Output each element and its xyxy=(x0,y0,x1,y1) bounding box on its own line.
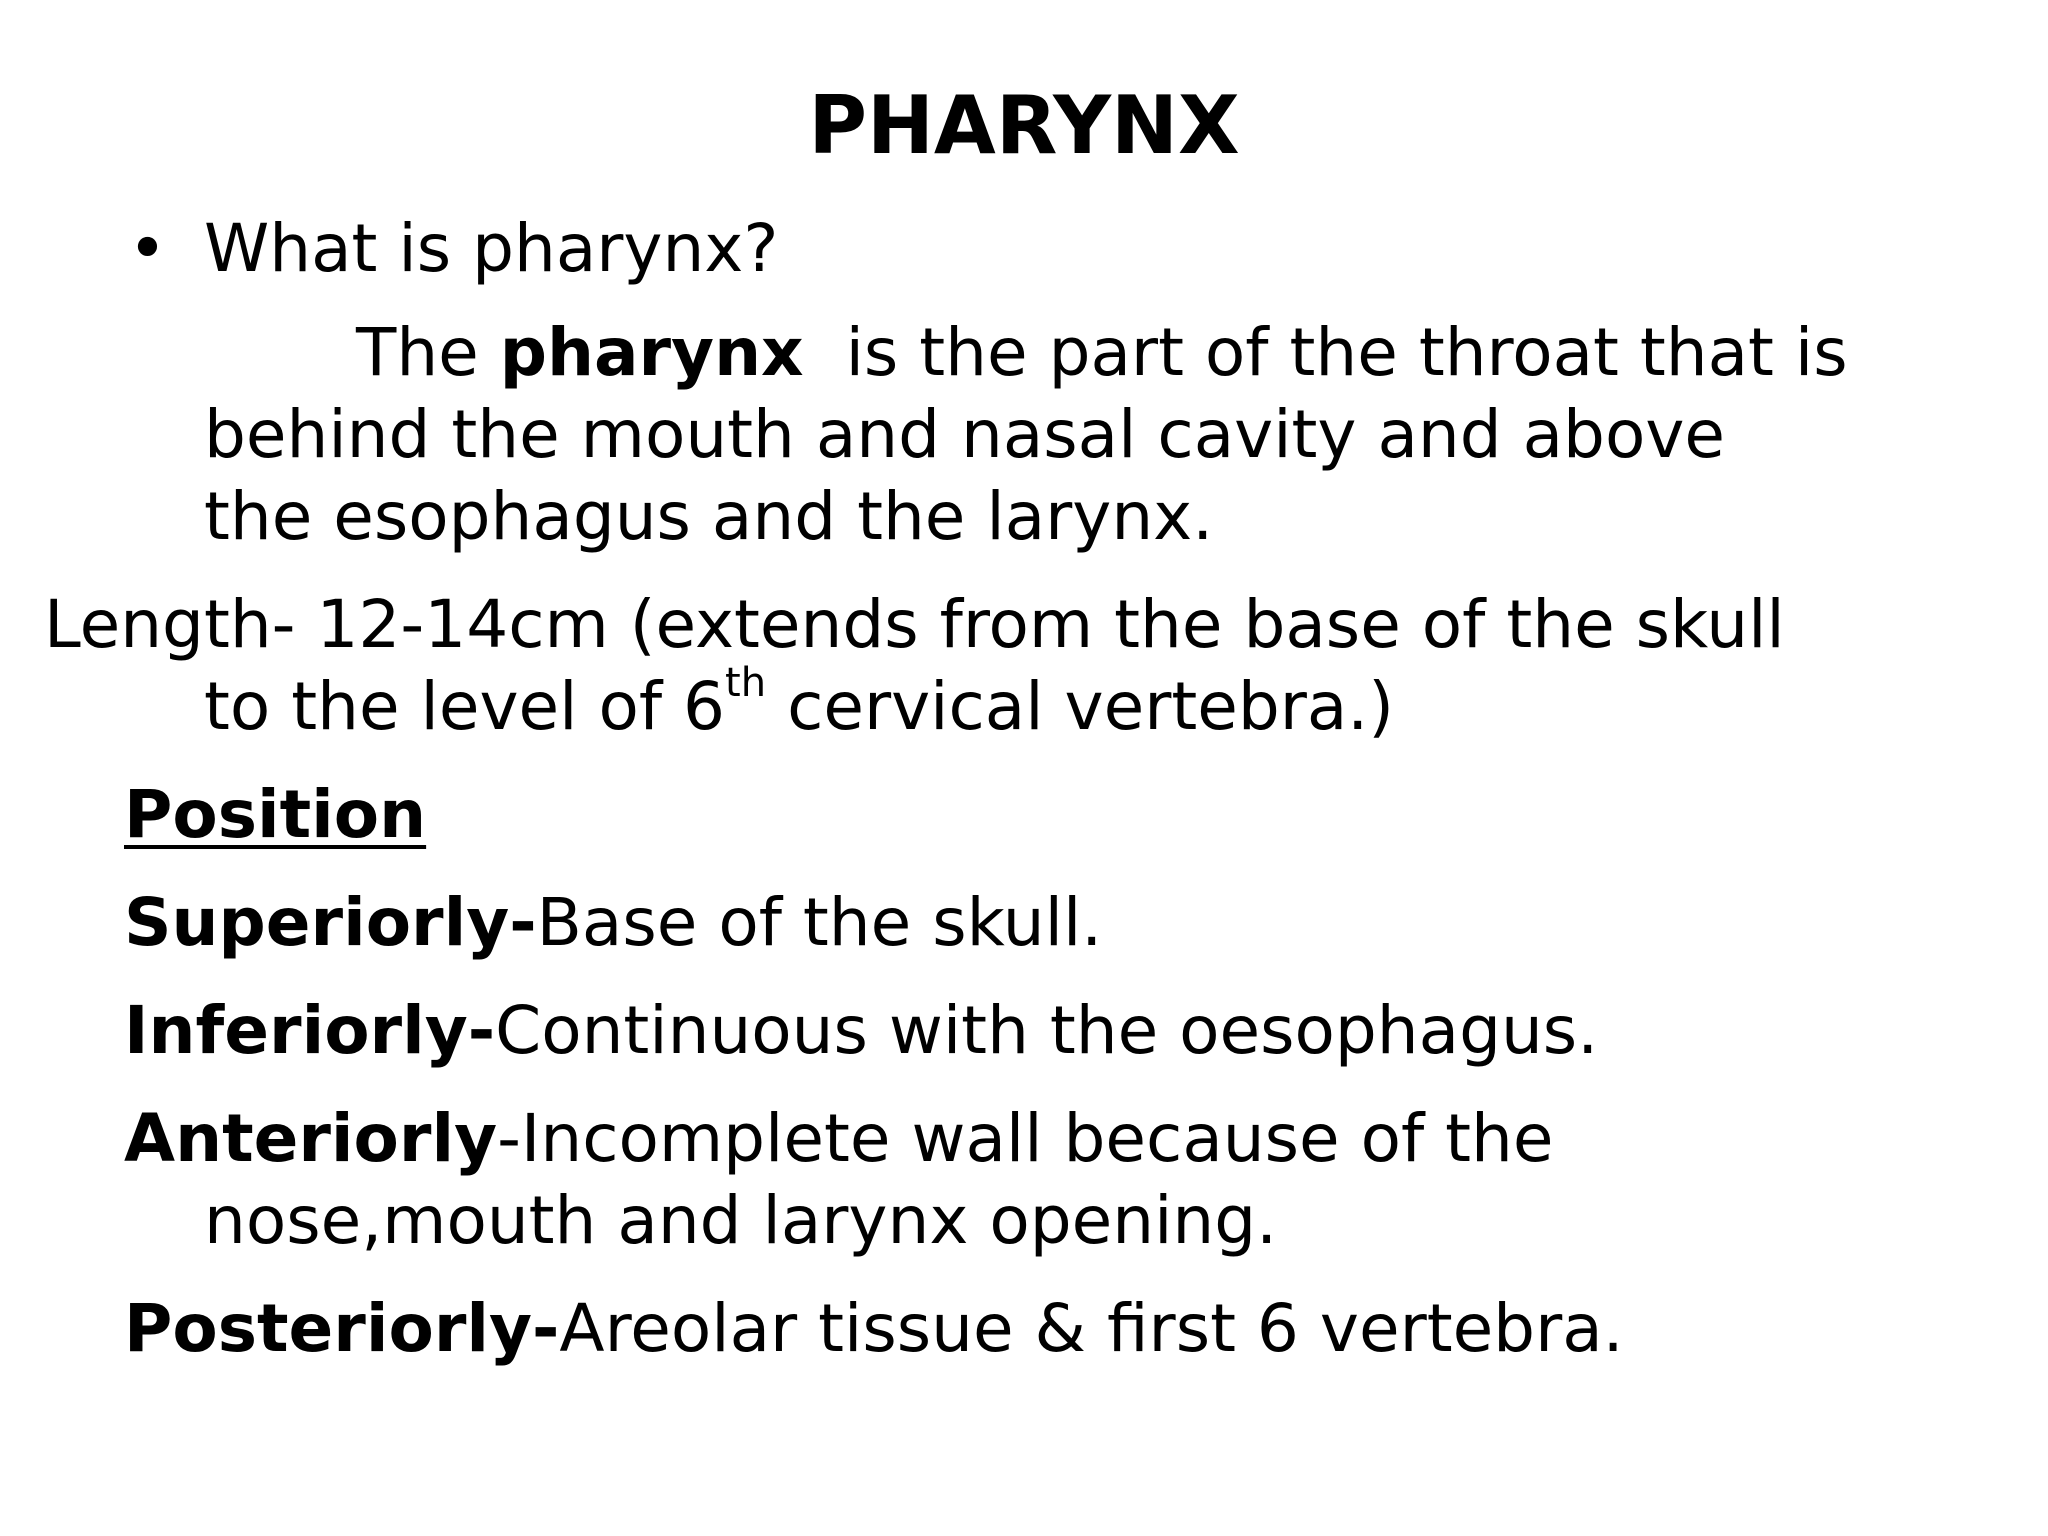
question-text: What is pharynx? xyxy=(204,210,779,287)
definition-term: pharynx xyxy=(499,314,804,391)
position-superiorly xyxy=(124,882,2004,964)
position-anteriorly-continued: nose,mouth and larynx opening. xyxy=(204,1182,1278,1259)
bullet-icon: • xyxy=(128,210,167,287)
slide-title: PHARYNX xyxy=(808,79,1240,172)
position-text: Base of the skull. xyxy=(536,884,1103,961)
definition-prefix: The xyxy=(356,314,500,391)
slide-body xyxy=(44,208,2004,1370)
ordinal-suffix: th xyxy=(725,660,767,706)
position-text: -Incomplete wall because of the xyxy=(497,1100,1554,1177)
length-text-before: to the level of 6 xyxy=(204,668,726,745)
position-label: Inferiorly- xyxy=(124,992,496,1069)
position-anteriorly xyxy=(124,1098,2004,1180)
position-label: Anteriorly xyxy=(124,1100,498,1177)
position-text: Areolar tissue & first 6 vertebra. xyxy=(559,1290,1624,1367)
position-text: Continuous with the oesophagus. xyxy=(495,992,1599,1069)
definition-line-2: behind the mouth and nasal cavity and above xyxy=(204,396,1725,473)
definition-line-3: the esophagus and the larynx. xyxy=(204,478,1214,555)
length-text-after: cervical vertebra.) xyxy=(766,668,1395,745)
question-bullet xyxy=(124,208,2004,290)
definition-line-1 xyxy=(124,312,2004,394)
position-heading-row xyxy=(124,774,2004,856)
definition-rest: is the part of the throat that is xyxy=(803,314,1848,391)
length-line-1: Length- 12-14cm (extends from the base of the skull xyxy=(44,586,1785,663)
position-label: Superiorly- xyxy=(124,884,537,961)
length-line-2 xyxy=(124,660,2004,748)
position-posteriorly xyxy=(124,1288,2004,1370)
position-inferiorly xyxy=(124,990,2004,1072)
position-heading: Position xyxy=(124,776,427,853)
position-label: Posteriorly- xyxy=(124,1290,560,1367)
